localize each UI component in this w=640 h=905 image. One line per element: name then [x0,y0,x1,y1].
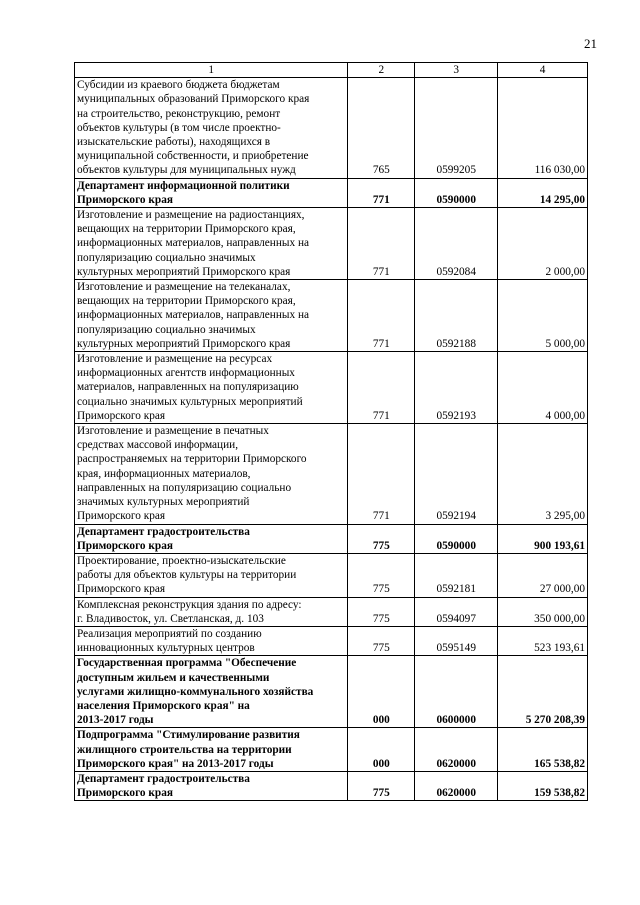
row-code-cell: 771 [348,178,415,207]
row-name-cell: Реализация мероприятий по созданию инновационных культурных центров [75,626,348,655]
row-amount-cell: 3 295,00 [498,424,588,524]
table-row [75,771,588,800]
table-row [75,280,588,352]
row-name-cell: Изготовление и размещение в печатных средствах массовой информации, распространяемых на территории Приморского края, информационных материалов, направленных на популяризацию социально значимых культурных мероприятий Приморского края [75,424,348,524]
row-amount-cell: 350 000,00 [498,597,588,626]
row-name-cell: Департамент информационной политики Приморского края [75,178,348,207]
row-amount-cell: 2 000,00 [498,208,588,280]
row-csr-cell: 0592084 [415,208,498,280]
row-name-cell: Изготовление и размещение на радиостанциях, вещающих на территории Приморского края, информационных материалов, направленных на популяризацию социально значимых культурных мероприятий Приморского края [75,208,348,280]
row-amount-cell: 27 000,00 [498,553,588,597]
row-code-cell: 771 [348,208,415,280]
row-code-cell: 775 [348,771,415,800]
row-amount-cell: 165 538,82 [498,728,588,772]
row-code-cell: 000 [348,728,415,772]
row-amount-cell: 523 193,61 [498,626,588,655]
row-csr-cell: 0595149 [415,626,498,655]
row-code-cell: 765 [348,78,415,178]
header-col-2: 2 [348,63,415,78]
row-code-cell: 775 [348,626,415,655]
header-row [75,63,588,78]
table-row [75,352,588,424]
row-name-cell: Департамент градостроительства Приморского края [75,771,348,800]
row-amount-cell: 116 030,00 [498,78,588,178]
row-csr-cell: 0620000 [415,771,498,800]
header-col-1: 1 [75,63,348,78]
row-name-cell: Департамент градостроительства Приморского края [75,524,348,553]
row-amount-cell: 900 193,61 [498,524,588,553]
table-row [75,78,588,178]
header-col-4: 4 [498,63,588,78]
row-csr-cell: 0599205 [415,78,498,178]
row-amount-cell: 5 000,00 [498,280,588,352]
row-code-cell: 775 [348,597,415,626]
table-row [75,728,588,772]
row-name-cell: Государственная программа "Обеспечение доступным жильем и качественными услугами жилищно-коммунального хозяйства населения Приморского края" на 2013-2017 годы [75,656,348,728]
row-csr-cell: 0600000 [415,656,498,728]
row-csr-cell: 0590000 [415,524,498,553]
table-row [75,424,588,524]
table-row [75,626,588,655]
row-name-cell: Субсидии из краевого бюджета бюджетам муниципальных образований Приморского края на строительство, реконструкцию, ремонт объектов культуры (в том числе проектно- изыскательские работы), находящихся в муниципальной собственности, и приобретение объектов культуры для муниципальных нужд [75,78,348,178]
table-row [75,524,588,553]
row-amount-cell: 14 295,00 [498,178,588,207]
row-name-cell: Подпрограмма "Стимулирование развития жилищного строительства на территории Приморского края" на 2013-2017 годы [75,728,348,772]
row-csr-cell: 0620000 [415,728,498,772]
budget-table [74,62,588,801]
table-row [75,597,588,626]
row-csr-cell: 0592188 [415,280,498,352]
table-row [75,178,588,207]
row-code-cell: 771 [348,352,415,424]
row-csr-cell: 0592193 [415,352,498,424]
row-name-cell: Изготовление и размещение на ресурсах информационных агентств информационных материалов, направленных на популяризацию социально значимых культурных мероприятий Приморского края [75,352,348,424]
table-row [75,208,588,280]
row-name-cell: Изготовление и размещение на телеканалах, вещающих на территории Приморского края, информационных материалов, направленных на популяризацию социально значимых культурных мероприятий Приморского края [75,280,348,352]
row-csr-cell: 0590000 [415,178,498,207]
row-amount-cell: 5 270 208,39 [498,656,588,728]
row-amount-cell: 4 000,00 [498,352,588,424]
row-code-cell: 771 [348,424,415,524]
row-name-cell: Комплексная реконструкция здания по адресу: г. Владивосток, ул. Светланская, д. 103 [75,597,348,626]
row-name-cell: Проектирование, проектно-изыскательские работы для объектов культуры на территории Приморского края [75,553,348,597]
row-code-cell: 775 [348,524,415,553]
row-csr-cell: 0592181 [415,553,498,597]
row-code-cell: 771 [348,280,415,352]
row-code-cell: 775 [348,553,415,597]
row-csr-cell: 0594097 [415,597,498,626]
row-csr-cell: 0592194 [415,424,498,524]
row-code-cell: 000 [348,656,415,728]
header-col-3: 3 [415,63,498,78]
table-row [75,553,588,597]
row-amount-cell: 159 538,82 [498,771,588,800]
page-number: 21 [584,36,597,51]
table-row [75,656,588,728]
